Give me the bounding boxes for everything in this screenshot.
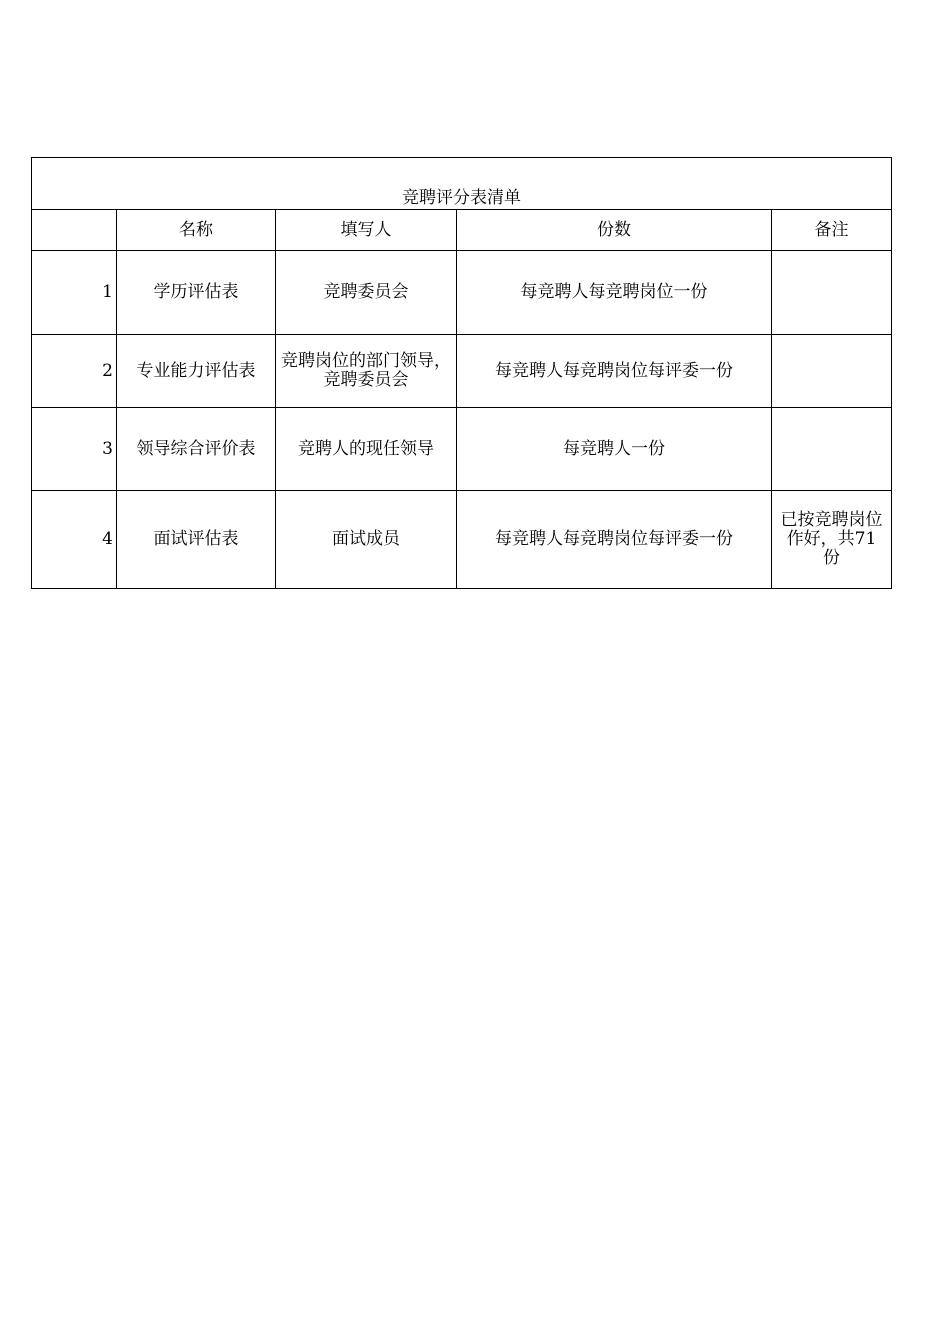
header-name: 名称 xyxy=(117,210,276,251)
row-remarks: 已按竞聘岗位作好，共71份 xyxy=(772,491,892,589)
table-row xyxy=(32,408,892,491)
row-name: 学历评估表 xyxy=(117,251,276,335)
header-remarks: 备注 xyxy=(772,210,892,251)
row-copies: 每竞聘人一份 xyxy=(457,408,772,491)
row-remarks xyxy=(772,408,892,491)
row-remarks xyxy=(772,251,892,335)
header-filler: 填写人 xyxy=(276,210,457,251)
table-row xyxy=(32,335,892,408)
row-index: 2 xyxy=(32,335,117,408)
table-title: 竞聘评分表清单 xyxy=(32,158,892,210)
header-index xyxy=(32,210,117,251)
row-name: 专业能力评估表 xyxy=(117,335,276,408)
row-remarks xyxy=(772,335,892,408)
header-row xyxy=(32,210,892,251)
row-filler: 面试成员 xyxy=(276,491,457,589)
row-filler: 竞聘岗位的部门领导，竞聘委员会 xyxy=(276,335,457,408)
row-copies: 每竞聘人每竞聘岗位一份 xyxy=(457,251,772,335)
row-name: 领导综合评价表 xyxy=(117,408,276,491)
row-index: 4 xyxy=(32,491,117,589)
row-filler: 竞聘委员会 xyxy=(276,251,457,335)
row-name: 面试评估表 xyxy=(117,491,276,589)
row-filler: 竞聘人的现任领导 xyxy=(276,408,457,491)
title-row xyxy=(32,158,892,210)
row-copies: 每竞聘人每竞聘岗位每评委一份 xyxy=(457,491,772,589)
row-copies: 每竞聘人每竞聘岗位每评委一份 xyxy=(457,335,772,408)
header-copies: 份数 xyxy=(457,210,772,251)
table-row xyxy=(32,491,892,589)
row-index: 1 xyxy=(32,251,117,335)
table-row xyxy=(32,251,892,335)
score-sheet-list-table xyxy=(31,157,892,589)
row-index: 3 xyxy=(32,408,117,491)
